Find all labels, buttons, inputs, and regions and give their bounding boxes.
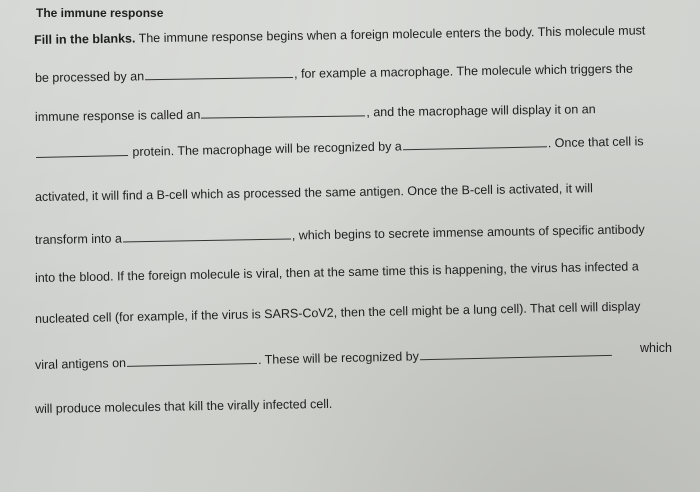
blank-4[interactable]	[403, 135, 547, 150]
text-line-6	[35, 221, 645, 248]
worksheet-title: The immune response	[36, 6, 164, 20]
line-10-text: will produce molecules that kill the virally infected cell.	[34, 396, 333, 416]
line-5-text: activated, it will find a B-cell which as processed the same antigen. Once the B-cell is activated, it will	[34, 181, 593, 204]
text-line-9	[35, 344, 613, 373]
blank-3[interactable]	[36, 144, 128, 158]
blank-6[interactable]	[127, 352, 257, 367]
text-line-2	[35, 61, 633, 86]
text-line-8	[35, 298, 641, 327]
text-which: which	[640, 341, 672, 355]
text-line-10	[35, 396, 333, 417]
text-line-5	[35, 180, 593, 205]
line-1-text: The immune response begins when a foreign molecule enters the body. This molecule must	[135, 23, 646, 46]
text-line-1	[34, 22, 646, 48]
line-9-text-a: viral antigens on	[34, 355, 127, 372]
text-line-3	[35, 101, 596, 125]
blank-2[interactable]	[201, 104, 365, 118]
line-6-text-a: transform into a	[34, 231, 122, 247]
blank-1[interactable]	[145, 66, 293, 80]
line-2-text-b: , for example a macrophage. The molecule which triggers the	[293, 61, 633, 81]
line-2-text-a: be processed by an	[34, 69, 145, 85]
line-4-text-b: protein. The macrophage will be recognized by a	[132, 139, 402, 159]
line-3-text-a: immune response is called an	[34, 107, 201, 124]
line-6-text-b: , which begins to secrete immense amounts of specific antibody	[291, 222, 645, 243]
line-9-text-b: . These will be recognized by	[257, 349, 420, 367]
line-4-text-c: . Once that cell is	[547, 134, 644, 151]
text-line-4	[35, 133, 644, 162]
blank-5[interactable]	[123, 228, 291, 243]
line-8-text: nucleated cell (for example, if the virus is SARS-CoV2, then the cell might be a lung cell). That cell will display	[34, 299, 641, 326]
instruction-label: Fill in the blanks.	[33, 31, 136, 47]
blank-7[interactable]	[420, 344, 612, 360]
line-7-text: into the blood. If the foreign molecule is viral, then at the same time this is happening, the virus has infected a	[34, 259, 639, 285]
line-3-text-b: , and the macrophage will display it on an	[366, 102, 596, 120]
text-line-7	[35, 258, 639, 286]
